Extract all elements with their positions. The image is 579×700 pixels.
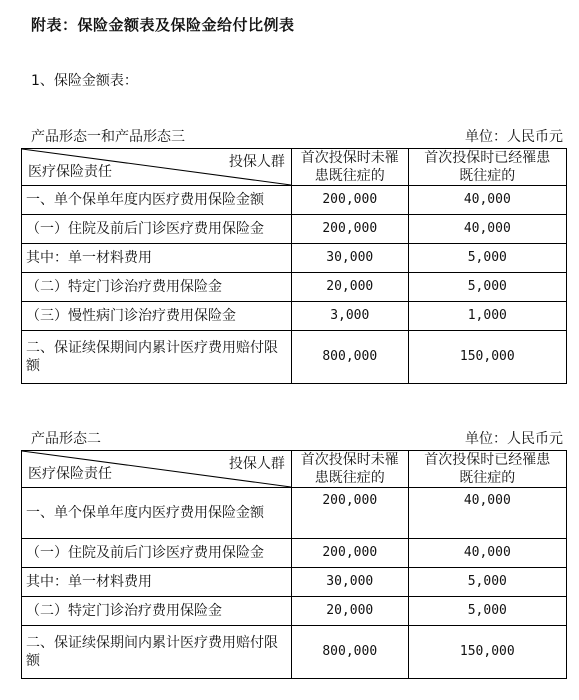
table-caption: 产品形态一和产品形态三 (31, 129, 185, 145)
insurance-amount-table (21, 450, 567, 679)
table-row (22, 302, 567, 331)
row-value-without: 800,000 (291, 331, 408, 384)
row-value-without: 800,000 (291, 626, 408, 679)
table-row (22, 215, 567, 244)
row-value-without: 20,000 (291, 597, 408, 626)
table-row (22, 488, 567, 539)
diagonal-header-cell (22, 149, 292, 186)
row-value-without: 3,000 (291, 302, 408, 331)
row-value-with: 40,000 (408, 186, 566, 215)
row-label: 二、保证续保期间内累计医疗费用赔付限额 (22, 331, 292, 384)
row-label: （二）特定门诊治疗费用保险金 (22, 597, 292, 626)
row-value-without: 30,000 (291, 244, 408, 273)
row-label: 一、单个保单年度内医疗费用保险金额 (22, 186, 292, 215)
table-row (22, 597, 567, 626)
row-value-without: 200,000 (291, 488, 408, 539)
table-row (22, 186, 567, 215)
row-value-with: 5,000 (408, 244, 566, 273)
table-row (22, 539, 567, 568)
diagonal-header-cell (22, 451, 292, 488)
table-caption: 产品形态二 (31, 431, 101, 447)
header-col-without: 首次投保时未罹患既往症的 (291, 149, 408, 186)
row-value-with: 150,000 (408, 331, 566, 384)
table-row (22, 331, 567, 384)
row-value-with: 40,000 (408, 488, 566, 539)
row-label: （三）慢性病门诊治疗费用保险金 (22, 302, 292, 331)
row-value-with: 40,000 (408, 215, 566, 244)
header-coverage: 医疗保险责任 (28, 164, 112, 180)
row-value-with: 5,000 (408, 273, 566, 302)
table-row (22, 568, 567, 597)
row-value-without: 30,000 (291, 568, 408, 597)
row-value-without: 200,000 (291, 539, 408, 568)
header-insured-group: 投保人群 (228, 154, 285, 170)
row-label: （一）住院及前后门诊医疗费用保险金 (22, 539, 292, 568)
unit-label: 单位：人民币元 (465, 431, 563, 447)
row-label: 二、保证续保期间内累计医疗费用赔付限额 (22, 626, 292, 679)
section-heading: 1、保险金额表： (31, 73, 138, 89)
row-label: （一）住院及前后门诊医疗费用保险金 (22, 215, 292, 244)
row-label: 一、单个保单年度内医疗费用保险金额 (22, 488, 292, 539)
row-value-with: 150,000 (408, 626, 566, 679)
header-coverage: 医疗保险责任 (28, 466, 112, 482)
header-col-with: 首次投保时已经罹患既往症的 (408, 149, 566, 186)
row-value-without: 200,000 (291, 186, 408, 215)
insurance-amount-table (21, 148, 567, 384)
row-value-without: 20,000 (291, 273, 408, 302)
header-col-with: 首次投保时已经罹患既往症的 (408, 451, 566, 488)
page-title: 附表：保险金额表及保险金给付比例表 (31, 16, 295, 34)
row-value-with: 40,000 (408, 539, 566, 568)
table-row (22, 244, 567, 273)
row-value-with: 5,000 (408, 597, 566, 626)
table-row (22, 273, 567, 302)
table-row (22, 626, 567, 679)
row-label: （二）特定门诊治疗费用保险金 (22, 273, 292, 302)
row-label: 其中：单一材料费用 (22, 568, 292, 597)
header-col-without: 首次投保时未罹患既往症的 (291, 451, 408, 488)
row-label: 其中：单一材料费用 (22, 244, 292, 273)
row-value-with: 1,000 (408, 302, 566, 331)
row-value-without: 200,000 (291, 215, 408, 244)
row-value-with: 5,000 (408, 568, 566, 597)
unit-label: 单位：人民币元 (465, 129, 563, 145)
header-insured-group: 投保人群 (228, 456, 285, 472)
